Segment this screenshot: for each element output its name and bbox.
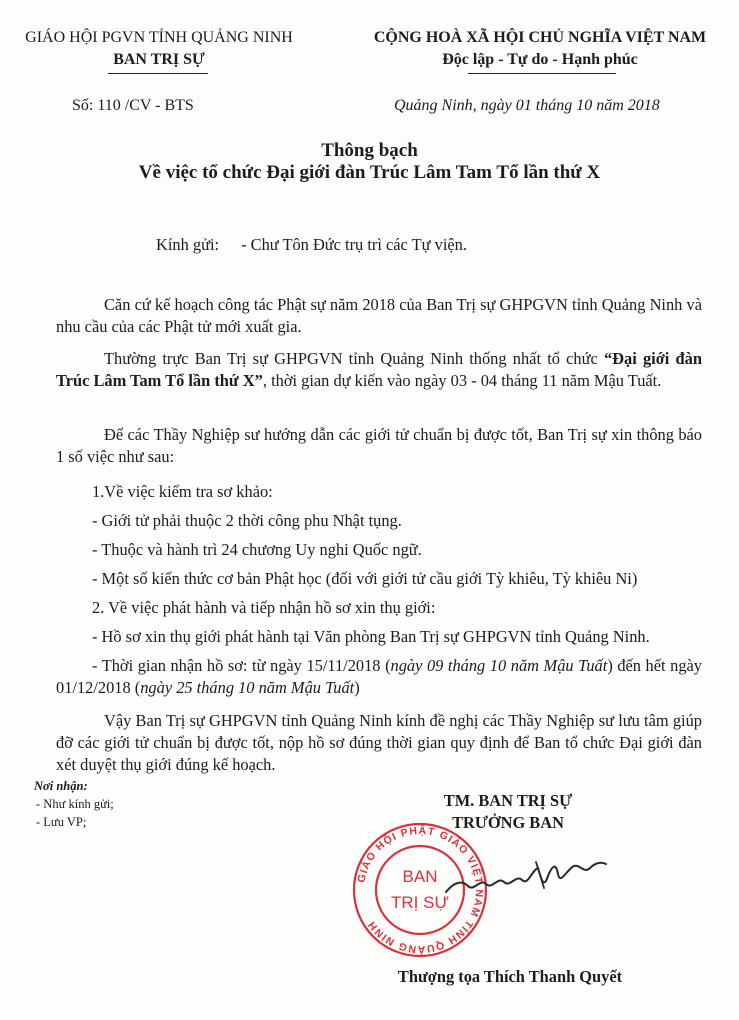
org-parent: GIÁO HỘI PGVN TỈNH QUẢNG NINH xyxy=(25,29,293,46)
section-2-item: - Hồ sơ xin thụ giới phát hành tại Văn phòng Ban Trị sự GHPGVN tỉnh Quảng Ninh. xyxy=(92,627,650,646)
place-date: Quảng Ninh, ngày 01 tháng 10 năm 2018 xyxy=(394,97,660,114)
motto: Độc lập - Tự do - Hạnh phúc xyxy=(442,51,638,68)
recipient-value: - Chư Tôn Đức trụ trì các Tự viện. xyxy=(241,235,467,254)
paragraph-announcement: Thường trực Ban Trị sự GHPGVN tỉnh Quảng Ninh thống nhất tổ chức “Đại giới đàn Trúc Lâm Tam Tổ lần thứ X”, thời gian dự kiến vào ngày 03 - 04 tháng 11 năm Mậu Tuất. xyxy=(56,349,702,390)
org-name: BAN TRỊ SỰ xyxy=(113,51,205,68)
event-name: “Đại giới đàn Trúc Lâm Tam Tổ lần thứ X” xyxy=(56,349,702,390)
signer-org: TM. BAN TRỊ SỰ xyxy=(443,791,573,810)
signer-title: TRƯỞNG BAN xyxy=(452,813,564,832)
handwritten-signature xyxy=(440,848,610,908)
seal-text-line1: BAN xyxy=(402,867,438,886)
seal-ring-text: GIÁO HỘI PHẬT GIÁO VIỆT NAM TỈNH QUẢNG NINH xyxy=(355,824,486,956)
recipient-label: Kính gửi: xyxy=(156,235,220,254)
motto-underline xyxy=(468,73,616,74)
doc-title: Thông bạch xyxy=(321,140,418,161)
doc-subtitle: Về việc tổ chức Đại giới đàn Trúc Lâm Tam Tổ lần thứ X xyxy=(138,162,601,183)
country-name: CỘNG HOÀ XÃ HỘI CHỦ NGHĨA VIỆT NAM xyxy=(373,29,707,46)
recipient-item: - Lưu VP; xyxy=(36,815,87,829)
paragraph-basis: Căn cứ kế hoạch công tác Phật sự năm 2018 của Ban Trị sự GHPGVN tỉnh Quảng Ninh và nhu cầu của các Phật tử mới xuất gia. xyxy=(56,295,702,336)
recipient-item: - Như kính gửi; xyxy=(36,797,114,811)
section-2-heading: 2. Về việc phát hành và tiếp nhận hồ sơ xin thụ giới: xyxy=(92,598,436,617)
org-underline xyxy=(108,73,208,74)
section-1-item: - Một số kiến thức cơ bản Phật học (đối với giới tử cầu giới Tỳ khiêu, Tỳ khiêu Ni) xyxy=(92,569,638,588)
section-1-heading: 1.Về việc kiểm tra sơ khảo: xyxy=(92,482,273,501)
doc-number: Số: 110 /CV - BTS xyxy=(72,97,194,114)
recipients-label: Nơi nhận: xyxy=(34,779,88,793)
paragraph-closing: Vậy Ban Trị sự GHPGVN tỉnh Quảng Ninh kính đề nghị các Thầy Nghiệp sư lưu tâm giúp đỡ các giới tử chuẩn bị được tốt, nộp hồ sơ đúng thời gian quy định để Ban tổ chức Đại giới đàn xét duyệt thụ giới đúng kế hoạch. xyxy=(56,711,702,774)
section-2-item-deadline: - Thời gian nhận hồ sơ: từ ngày 15/11/2018 (ngày 09 tháng 10 năm Mậu Tuất) đến hết ngày 01/12/2018 (ngày 25 tháng 10 năm Mậu Tuất) xyxy=(56,656,703,697)
paragraph-purpose: Để các Thầy Nghiệp sư hướng dẫn các giới tử chuẩn bị được tốt, Ban Trị sự xin thông báo 1 số việc như sau: xyxy=(56,425,702,466)
seal-text-line2: TRỊ SỰ xyxy=(391,893,449,912)
recipient xyxy=(156,234,467,256)
signer-name: Thượng tọa Thích Thanh Quyết xyxy=(397,967,623,986)
section-1-item: - Thuộc và hành trì 24 chương Uy nghi Quốc ngữ. xyxy=(92,540,422,559)
section-1-item: - Giới tử phải thuộc 2 thời công phu Nhật tụng. xyxy=(92,511,402,530)
